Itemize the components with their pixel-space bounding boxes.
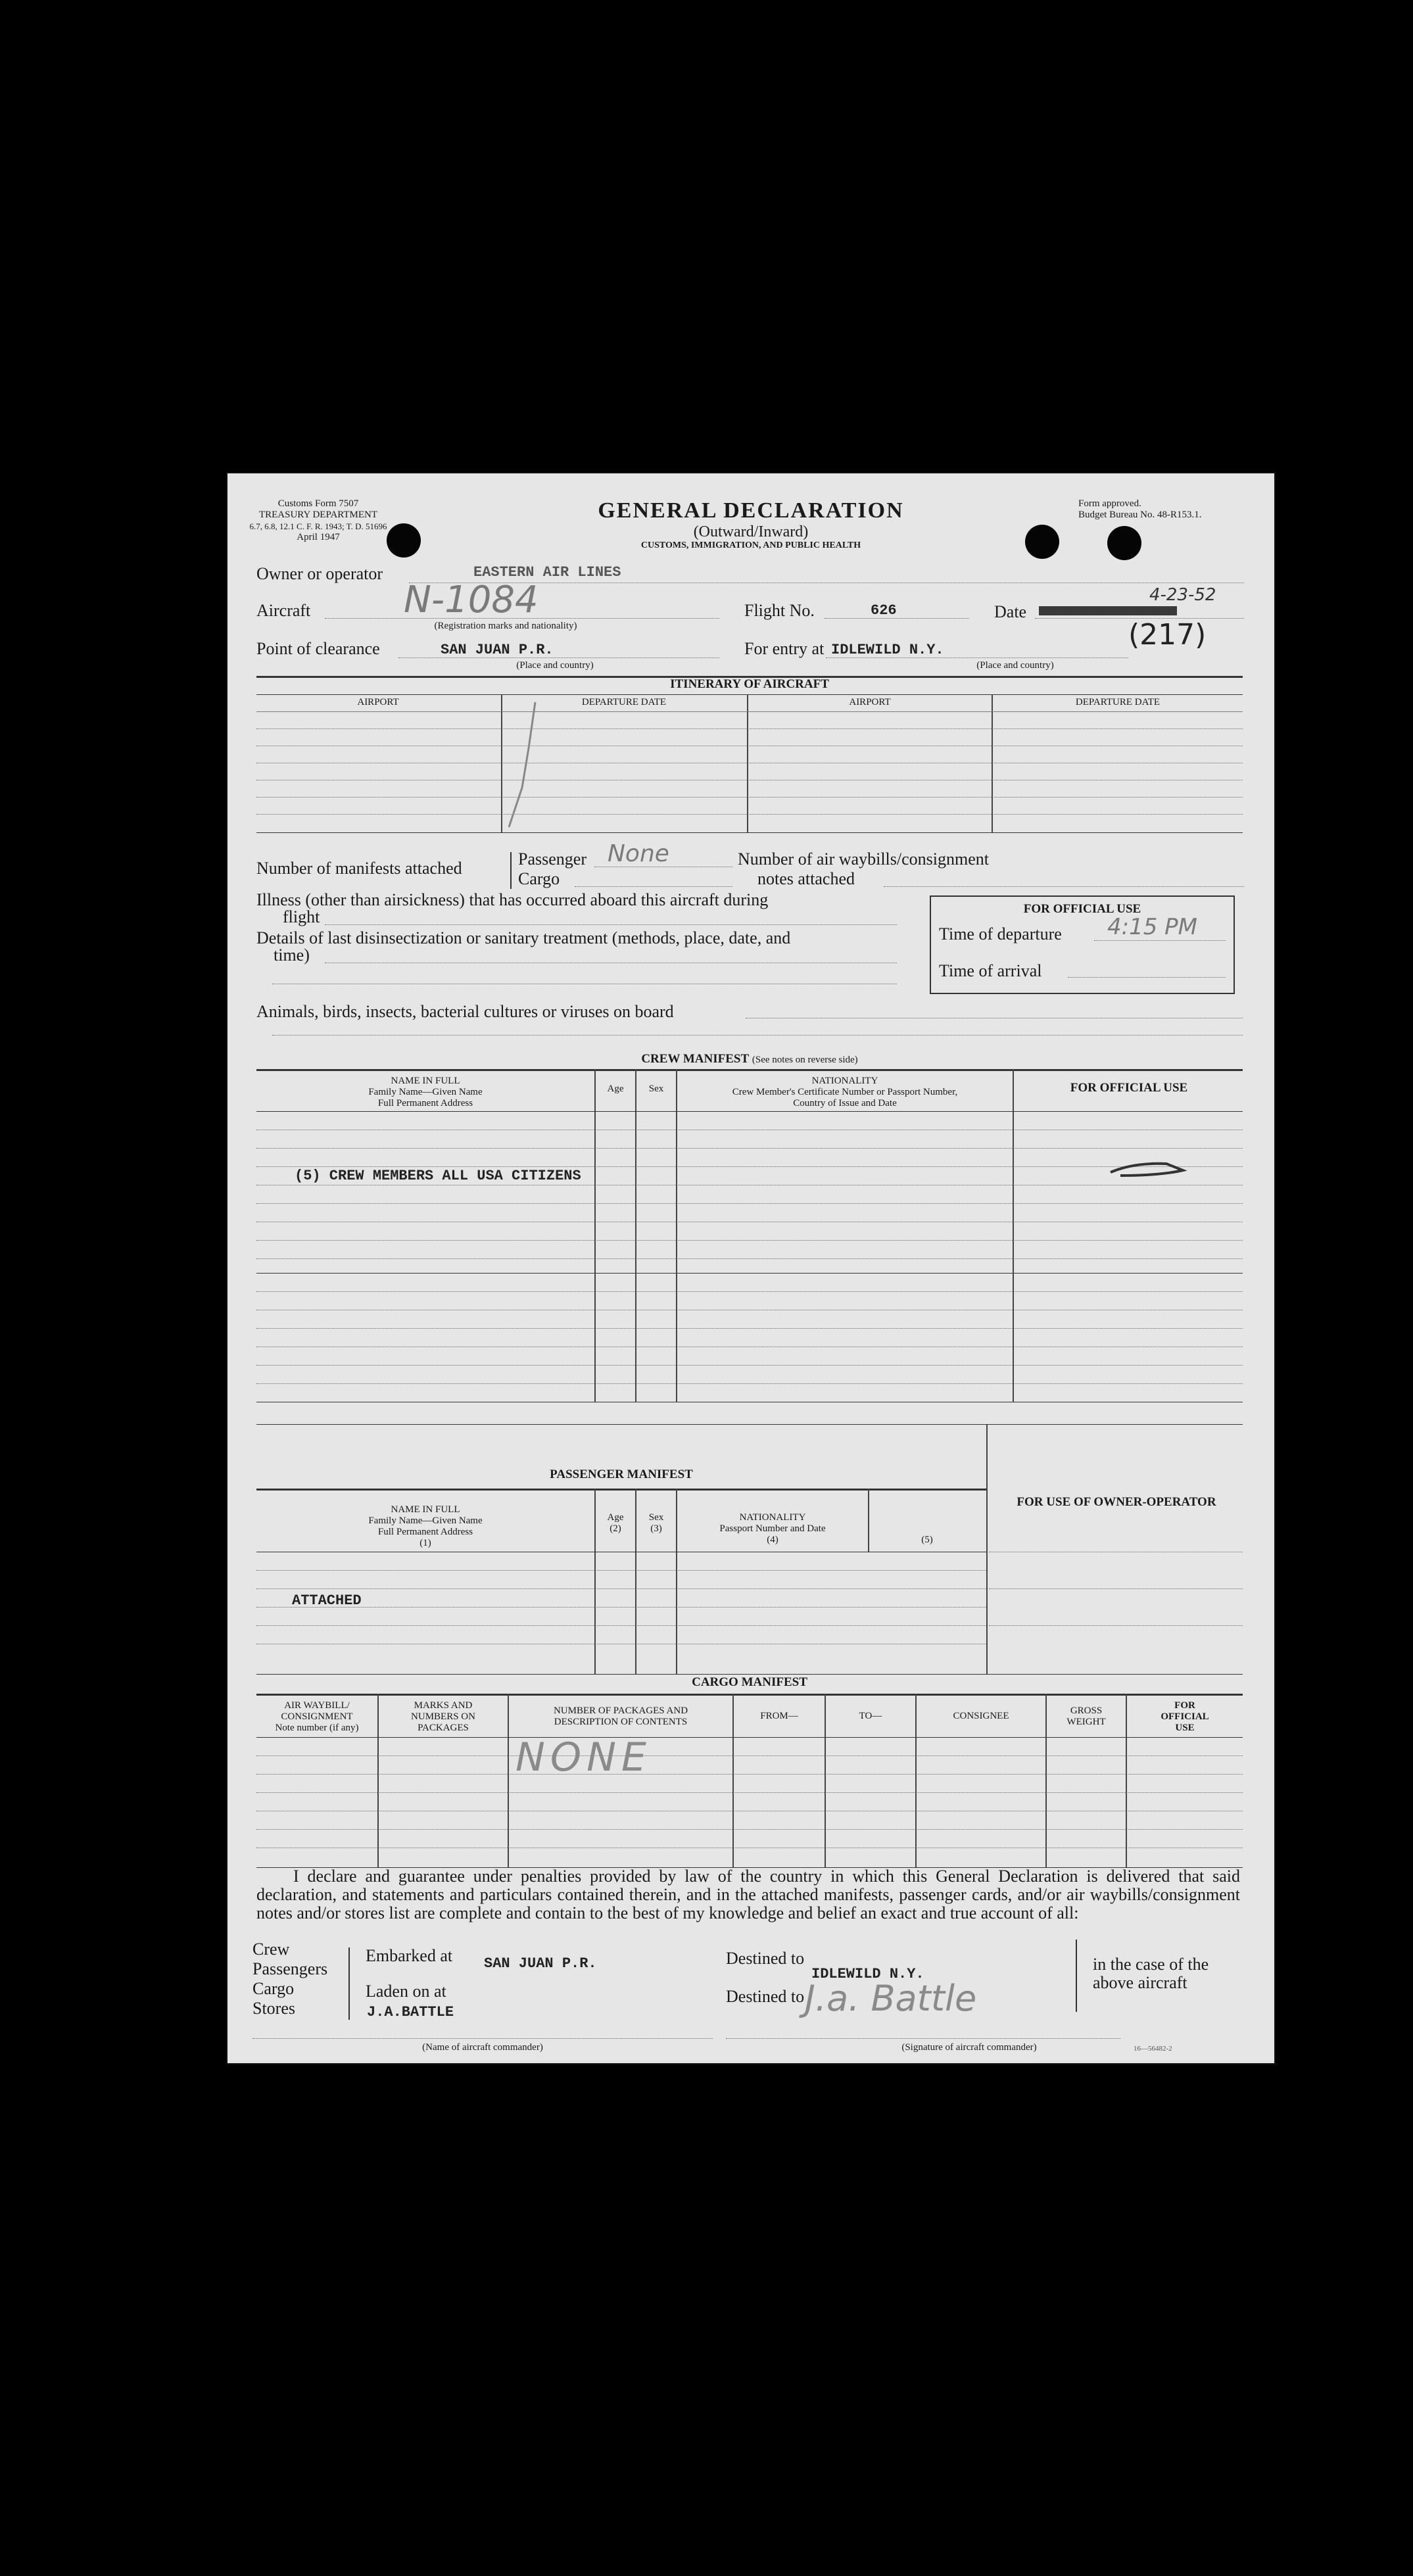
entry-value: IDLEWILD N.Y. — [831, 642, 944, 658]
form-info: Customs Form 7507 TREASURY DEPARTMENT 6.7, 6.8, 12.1 C. F. R. 1943; T. D. 51696 April 1947 — [249, 498, 387, 542]
cargo-label: Cargo — [518, 869, 560, 888]
crew-age-header: Age — [607, 1084, 624, 1094]
disinsect-label-2: time) — [274, 945, 310, 965]
owner-value: EASTERN AIR LINES — [473, 564, 621, 581]
itinerary-title: ITINERARY OF AIRCRAFT — [670, 677, 829, 691]
entry-label: For entry at — [744, 639, 825, 658]
clearance-caption: (Place and country) — [516, 660, 594, 671]
itinerary-col-departure: DEPARTURE DATE — [1075, 697, 1161, 707]
entry-caption: (Place and country) — [976, 660, 1054, 671]
itinerary-col-airport: AIRPORT — [849, 697, 891, 707]
date-value: 4-23-52 — [1149, 585, 1216, 605]
owner-label: Owner or operator — [256, 564, 383, 583]
punch-hole — [1107, 526, 1141, 560]
disinsect-label: Details of last disinsectization or sanitary treatment (methods, place, date, and — [256, 928, 791, 947]
manifests-brace — [510, 852, 517, 889]
aircraft-caption: (Registration marks and nationality) — [434, 621, 577, 631]
crew-name-header: NAME IN FULL Family Name—Given Name Full Permanent Address — [368, 1076, 483, 1109]
passenger-col5-header: (5) — [921, 1535, 933, 1545]
manifests-label: Number of manifests attached — [256, 859, 462, 878]
passenger-entry: ATTACHED — [292, 1592, 362, 1609]
form-agencies: CUSTOMS, IMMIGRATION, AND PUBLIC HEALTH — [640, 540, 861, 550]
waybill-label-2: notes attached — [757, 869, 855, 888]
crew-official-header: FOR OFFICIAL USE — [1070, 1081, 1188, 1095]
crew-entry: (5) CREW MEMBERS ALL USA CITIZENS — [295, 1168, 581, 1184]
right-brace — [1072, 1940, 1077, 2012]
cargo-col-waybill: AIR WAYBILL/ CONSIGNMENT Note number (if any) — [275, 1700, 359, 1733]
cargo-title: CARGO MANIFEST — [692, 1675, 807, 1689]
declaration-form — [226, 472, 1276, 2064]
arrival-time-label: Time of arrival — [939, 961, 1042, 980]
laden-label: Laden on at — [366, 1982, 446, 2001]
official-check-mark — [1107, 1156, 1193, 1182]
punch-hole — [1025, 525, 1059, 559]
commander-caption: (Name of aircraft commander) — [422, 2042, 543, 2053]
cargo-col-weight: GROSS WEIGHT — [1066, 1705, 1106, 1727]
flight-value: 626 — [871, 602, 897, 619]
cargo-entry: NONE — [515, 1734, 652, 1780]
clearance-value: SAN JUAN P.R. — [441, 642, 554, 658]
animals-label: Animals, birds, insects, bacterial cultures or viruses on board — [256, 1002, 674, 1021]
right-note: in the case of the above aircraft — [1093, 1955, 1209, 1992]
declaration-list: Crew Passengers Cargo Stores — [252, 1940, 328, 2018]
itinerary-strike-mark — [502, 696, 555, 834]
declaration-text: I declare and guarantee under penalties provided by law of the country in which this General Declaration is delivered that said declaration, and statements and particulars contained therein, and in the attached manifests, passenger cards, and/or air waybills/consignment notes and/or stores list are complete and contain to the best of my knowledge and belief an exact and true account of all: — [256, 1867, 1240, 1922]
signature-caption: (Signature of aircraft commander) — [901, 2042, 1037, 2053]
crew-sex-header: Sex — [648, 1084, 664, 1094]
crew-title: CREW MANIFEST (See notes on reverse side) — [641, 1052, 858, 1066]
cargo-col-to: TO— — [859, 1711, 882, 1721]
destined1-value: IDLEWILD N.Y. — [811, 1966, 924, 1982]
flight-label: Flight No. — [744, 601, 815, 620]
destined2-label: Destined to — [726, 1987, 805, 2006]
aircraft-value: N-1084 — [404, 579, 539, 621]
passenger-value: None — [608, 840, 669, 867]
passenger-title: PASSENGER MANIFEST — [550, 1467, 693, 1481]
crew-nationality-header: NATIONALITY Crew Member's Certificate Number or Passport Number, Country of Issue and Date — [732, 1076, 958, 1109]
cargo-col-consignee: CONSIGNEE — [953, 1711, 1009, 1721]
date-extra: (217) — [1128, 618, 1207, 652]
print-code: 16—56482-2 — [1134, 2045, 1172, 2053]
embarked-value: SAN JUAN P.R. — [484, 1955, 597, 1972]
clearance-label: Point of clearance — [256, 639, 380, 658]
signature: J.a. Battle — [805, 1978, 977, 2019]
owner-operator-header: FOR USE OF OWNER-OPERATOR — [1017, 1495, 1216, 1509]
official-box-title: FOR OFFICIAL USE — [1023, 902, 1141, 916]
cargo-col-marks: MARKS AND NUMBERS ON PACKAGES — [411, 1700, 475, 1733]
passenger-label: Passenger — [518, 849, 587, 869]
cargo-col-from: FROM— — [760, 1711, 798, 1721]
itinerary-col-airport: AIRPORT — [357, 697, 399, 707]
destined1-label: Destined to — [726, 1949, 805, 1968]
passenger-nationality-header: NATIONALITY Passport Number and Date (4) — [719, 1512, 826, 1545]
departure-time-label: Time of departure — [939, 924, 1062, 943]
form-subtitle: (Outward/Inward) — [693, 523, 809, 540]
cargo-col-official: FOR OFFICIAL USE — [1161, 1700, 1209, 1733]
date-label: Date — [994, 602, 1027, 621]
waybill-label: Number of air waybills/consignment — [738, 849, 989, 869]
cargo-col-packages: NUMBER OF PACKAGES AND DESCRIPTION OF CONTENTS — [553, 1705, 688, 1727]
passenger-sex-header: Sex (3) — [648, 1512, 664, 1534]
passenger-age-header: Age (2) — [607, 1512, 624, 1534]
departure-time-value: 4:15 PM — [1107, 914, 1197, 940]
embarked-label: Embarked at — [366, 1946, 453, 1965]
illness-label-2: flight — [283, 907, 320, 926]
declaration-brace — [345, 1947, 350, 2020]
commander-name: J.A.BATTLE — [367, 2004, 454, 2020]
itinerary-col-departure: DEPARTURE DATE — [581, 697, 667, 707]
form-approval: Form approved. Budget Bureau No. 48-R153.1. — [1078, 498, 1202, 520]
form-title: GENERAL DECLARATION — [598, 498, 904, 523]
passenger-name-header: NAME IN FULL Family Name—Given Name Full Permanent Address (1) — [368, 1504, 483, 1548]
illness-label: Illness (other than airsickness) that has occurred aboard this aircraft during — [256, 890, 769, 909]
date-strikeout — [1039, 606, 1177, 615]
aircraft-label: Aircraft — [256, 601, 311, 620]
